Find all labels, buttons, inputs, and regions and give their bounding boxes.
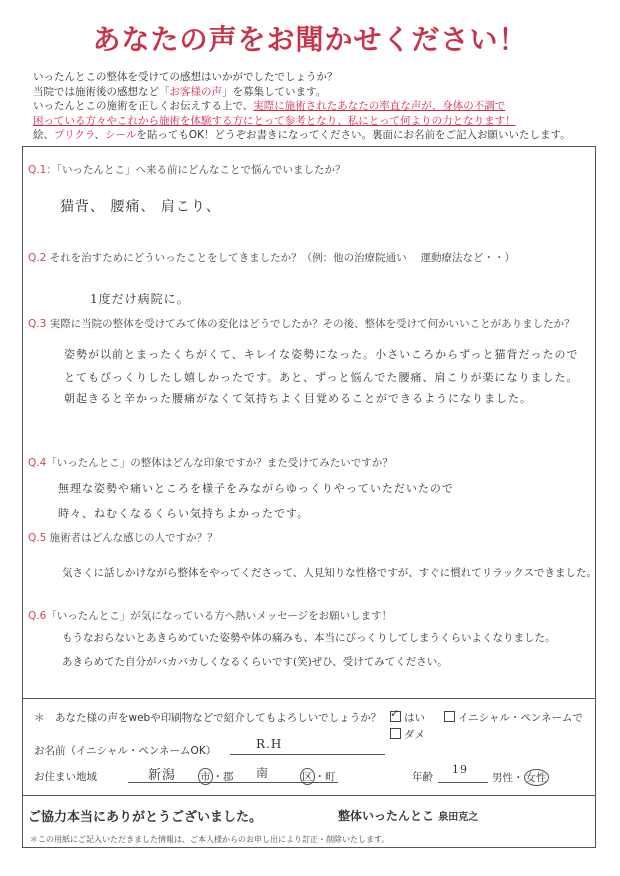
checkbox-yes[interactable] <box>390 711 401 722</box>
section-divider <box>22 795 596 796</box>
section-divider <box>22 698 596 699</box>
underline <box>230 754 385 755</box>
ku-circle: 区 <box>300 768 315 785</box>
question-4: Q.4「いったんとこ」の整体はどんな印象ですか？また受けてみたいですか？ <box>28 457 393 469</box>
option-yes[interactable]: ✓ はい <box>390 710 425 725</box>
answer-text: 朝起きると辛かった腰痛がなくて気持ちよく目覚めることができるようになりました。 <box>64 392 532 405</box>
highlight-text: お客様の声 <box>169 85 222 98</box>
answer-text: 無理な姿勢や痛いところを様子をみながらゆっくりやっていただいたので <box>58 482 454 495</box>
option-initial[interactable]: イニシャル・ペンネームで <box>444 710 583 725</box>
company-name: 整体いったんとこ 泉田克之 <box>338 809 479 823</box>
highlight-text: 実際に施術されたあなたの率直な声が、身体の不調で <box>253 100 506 112</box>
question-6: Q.6「いったんとこ」が気になっている方へ熱いメッセージをお願いします！ <box>28 610 393 622</box>
intro-line: 絵、プリクラ、シールを貼ってもOK！どうぞお書きになってください。裏面にお名前をご記入お願いいたします。 <box>33 129 571 141</box>
answer-text: 気さくに話しかけながら整体をやってくださって、人見知りな性格ですが、すぐに慣れてリラックスできました。 <box>62 567 597 579</box>
consent-question: ＊ あなた様の声をwebや印刷物などで紹介してもよろしいでしょうか？ <box>34 712 382 724</box>
intro-line: 当院では施術後の感想など「お客様の声」を募集しています。 <box>33 85 327 98</box>
thanks-message: ご協力本当にありがとうございました。 <box>28 810 263 825</box>
answer-text: 猫背、 腰痛、 肩こり、 <box>60 199 221 215</box>
area-value[interactable]: 南 <box>256 766 270 780</box>
female-circle: 女性 <box>524 769 549 786</box>
question-3: Q.3 実際に当院の整体を受けてみて体の変化はどうでしたか？その後、整体を受けて何かいいことがありましたか？ <box>28 318 575 330</box>
intro-text <box>33 70 593 143</box>
answer-text: 姿勢が以前とまったくちがくて、キレイな姿勢になった。小さいころからずっと猫背だったので <box>64 348 579 361</box>
highlight-text: シール <box>105 129 137 141</box>
checkbox-initial[interactable] <box>444 711 455 722</box>
city-circle: 市 <box>198 768 213 785</box>
question-1: Q.1：「いったんとこ」へ来る前にどんなことで悩んでいましたか？ <box>28 164 346 176</box>
intro-line: いったんとこの整体を受けての感想はいかがでしたでしょうか？ <box>33 71 338 83</box>
answer-text: もうなおらないとあきらめていた姿勢や体の痛みも、本当にびっくりしてしまうくらいよくなりました。 <box>62 632 556 644</box>
answer-text: 時々、ねむくなるくらい気持ちよかったです。 <box>58 507 310 520</box>
privacy-note: ＊この用紙にご記入いただきました情報は、ご本人様からのお申し出により訂正・削除いたします。 <box>30 835 390 844</box>
prefecture-value[interactable]: 新潟 <box>148 768 177 783</box>
age-label: 年齢 <box>412 771 433 783</box>
gender-options: 男性・ 女性 <box>492 769 549 786</box>
name-label: お名前（イニシャル・ペンネームOK） <box>34 745 217 757</box>
name-value[interactable]: R.H <box>256 737 283 751</box>
option-no[interactable]: ダメ <box>390 727 425 742</box>
age-value[interactable]: 19 <box>452 763 468 776</box>
intro-line: いったんとこの施術を正しくお伝えする上で、実際に施術されたあなたの率直な声が、身体の不調で <box>33 100 506 112</box>
ward-town-options: 区 ・町 <box>300 768 336 785</box>
question-5: Q.5 施術者はどんな感じの人ですか？？ <box>28 532 218 544</box>
underline <box>128 782 338 783</box>
underline <box>438 782 488 783</box>
intro-line: 困っている方々やこれから施術を体験する方にとって参考となり、私にとって何よりの力となります！ <box>33 114 516 127</box>
answer-text: とてもびっくりしたし嬉しかったです。あと、ずっと悩んでた腰痛、肩こりが楽になりました。 <box>64 371 579 384</box>
checkbox-no[interactable] <box>390 728 401 739</box>
answer-text: あきらめてた自分がバカバカしくなるくらいです(笑)ぜひ、受けてみてください。 <box>62 656 448 668</box>
question-2: Q.2 それを治すためにどういったことをしてきましたか？（例：他の治療院通い 運動療法など・・） <box>28 252 515 264</box>
city-gun-options: 市 ・郡 <box>198 768 234 785</box>
page-title: あなたの声をお聞かせください！ <box>92 23 528 56</box>
address-label: お住まい地域 <box>34 771 97 783</box>
highlight-text: プリクラ <box>54 129 95 141</box>
answer-text: 1度だけ病院に。 <box>90 292 190 306</box>
